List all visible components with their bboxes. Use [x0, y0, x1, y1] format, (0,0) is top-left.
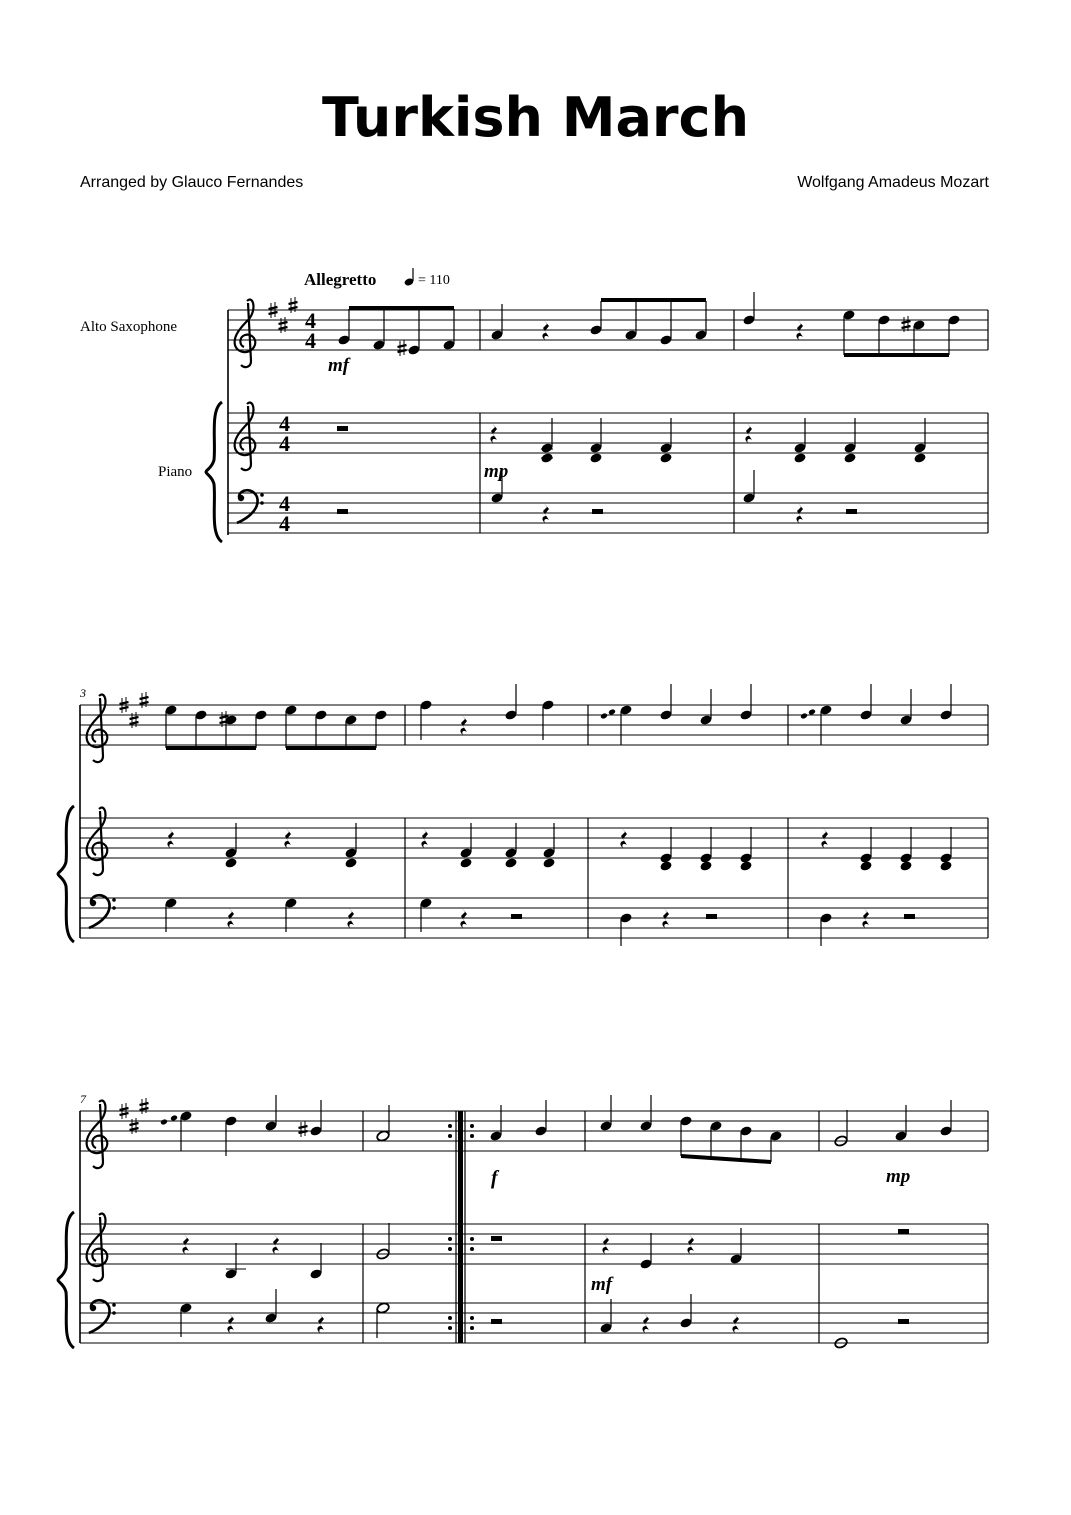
piano-lh-system-3 [179, 1289, 909, 1349]
dynamic-mf: mf [591, 1274, 613, 1295]
chord [540, 418, 553, 464]
time-signature [279, 308, 316, 536]
whole-rest [898, 1229, 909, 1234]
svg-text:4: 4 [305, 328, 316, 353]
measure-number: 3 [80, 686, 86, 700]
half-rest [337, 426, 348, 431]
svg-text:4: 4 [279, 491, 290, 516]
page-title: Turkish March [321, 86, 750, 149]
barlines [480, 310, 988, 533]
staff-sax-2 [80, 705, 988, 745]
bass-clef-icon [89, 895, 116, 928]
key-signature-sharps [120, 1098, 149, 1134]
tempo-marking: Allegretto [304, 270, 377, 289]
svg-text:4: 4 [305, 308, 316, 333]
piano-rh-system-1 [337, 418, 927, 482]
staff-piano-rh-2 [80, 818, 988, 858]
barlines [405, 705, 988, 938]
staff-sax-3 [80, 1111, 988, 1151]
composer-credit: Wolfgang Amadeus Mozart [797, 174, 989, 191]
system-1 [80, 268, 988, 542]
arranger-credit: Arranged by Glauco Fernandes [80, 174, 304, 191]
instrument-label-sax: Alto Saxophone [80, 319, 178, 335]
staff-piano-lh-2 [80, 898, 988, 938]
sax-measure-1 [328, 306, 456, 376]
svg-text:4: 4 [279, 511, 290, 536]
barlines [363, 1111, 988, 1343]
sax-measure-4 [419, 684, 554, 740]
piano-lh-system-1 [337, 470, 857, 523]
staff-piano-rh-1 [228, 413, 988, 453]
system-2 [58, 684, 988, 946]
dynamic-f: f [491, 1167, 498, 1189]
bass-clef-icon [237, 490, 264, 523]
piano-brace [206, 402, 222, 542]
key-signature-sharps [120, 692, 149, 728]
svg-text:4: 4 [279, 431, 290, 456]
sax-measure-11 [834, 1100, 953, 1187]
instrument-label-piano: Piano [158, 464, 193, 480]
staff-piano-lh-3 [80, 1303, 988, 1343]
repeat-barline [448, 1111, 474, 1343]
bass-clef-icon [89, 1300, 116, 1333]
sax-measure-3b [164, 704, 387, 750]
system-3 [58, 1092, 988, 1349]
sax-measure-2 [490, 298, 707, 346]
sax-measure-3 [742, 292, 960, 357]
tempo-bpm: = 110 [418, 273, 450, 288]
dynamic-mp: mp [484, 461, 509, 482]
measure-number: 7 [80, 1092, 86, 1106]
staff-piano-rh-3 [80, 1224, 988, 1264]
piano-rh-system-2 [167, 823, 952, 872]
dynamic-mp: mp [886, 1166, 911, 1187]
key-signature-sharps [269, 297, 298, 333]
tempo-quarter-note-icon [404, 268, 415, 287]
piano-brace [58, 806, 74, 942]
piano-brace [58, 1212, 74, 1348]
dynamic-mf: mf [328, 355, 350, 376]
svg-text:4: 4 [279, 411, 290, 436]
piano-lh-system-2 [164, 897, 915, 946]
sax-measure-9 [489, 1100, 547, 1189]
sax-measure-7 [160, 1095, 323, 1156]
sax-measure-10 [599, 1095, 782, 1164]
